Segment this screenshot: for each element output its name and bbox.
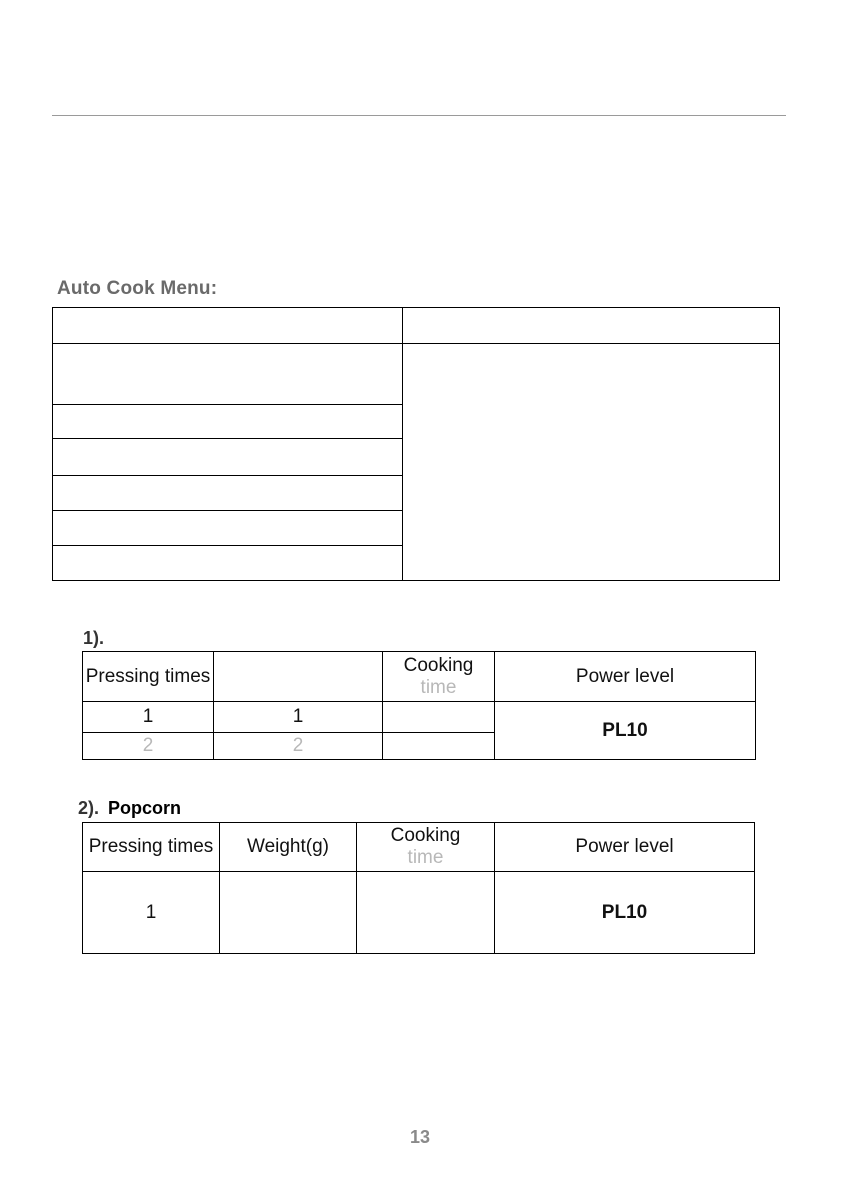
cell-cooking	[383, 733, 495, 760]
page-number: 13	[410, 1127, 431, 1147]
table-row	[83, 702, 756, 733]
table-cell	[403, 308, 780, 344]
header-cooking-word: Cooking	[403, 654, 474, 676]
table-cell	[53, 511, 403, 546]
table-header-row	[83, 652, 756, 702]
table-header-row	[83, 823, 755, 872]
table-cell	[53, 308, 403, 344]
cell-cooking	[357, 872, 495, 954]
header-weight: Weight(g)	[220, 823, 357, 872]
cell-power-level: PL10	[495, 702, 756, 760]
section-1-label	[83, 628, 104, 649]
table-row	[53, 344, 780, 405]
table-cell	[53, 439, 403, 476]
header-power-level: Power level	[495, 652, 756, 702]
cell-col2: 1	[214, 702, 383, 733]
cell-cooking	[383, 702, 495, 733]
cell-power-level: PL10	[495, 872, 755, 954]
header-pressing-times: Pressing times	[83, 652, 214, 702]
table-cell	[53, 476, 403, 511]
cell-col2: 2	[214, 733, 383, 760]
table-cell	[53, 546, 403, 581]
section-2-number: 2).	[78, 798, 100, 818]
table-row	[53, 308, 780, 344]
header-time-word: time	[407, 847, 444, 868]
header-cooking-time	[357, 823, 495, 872]
table-cell	[403, 344, 780, 581]
cell-pressing: 2	[83, 733, 214, 760]
header-cooking-word: Cooking	[390, 825, 461, 847]
header-time-word: time	[420, 676, 457, 698]
top-rule	[52, 115, 786, 116]
section-2-label	[78, 798, 181, 819]
section-1-number: 1).	[83, 628, 105, 648]
header-cooking-time	[383, 652, 495, 702]
header-column-2	[214, 652, 383, 702]
header-power-level: Power level	[495, 823, 755, 872]
table-cell	[53, 405, 403, 439]
auto-cook-menu-table	[52, 307, 780, 581]
table-cell	[53, 344, 403, 405]
table-row	[83, 872, 755, 954]
section-2-title: Popcorn	[108, 798, 182, 818]
auto-cook-menu-heading: Auto Cook Menu:	[57, 278, 218, 299]
cell-pressing: 1	[83, 702, 214, 733]
section-2-table	[82, 822, 755, 954]
header-pressing-times: Pressing times	[83, 823, 220, 872]
section-1-table	[82, 651, 756, 760]
cell-weight	[220, 872, 357, 954]
cell-pressing: 1	[83, 872, 220, 954]
